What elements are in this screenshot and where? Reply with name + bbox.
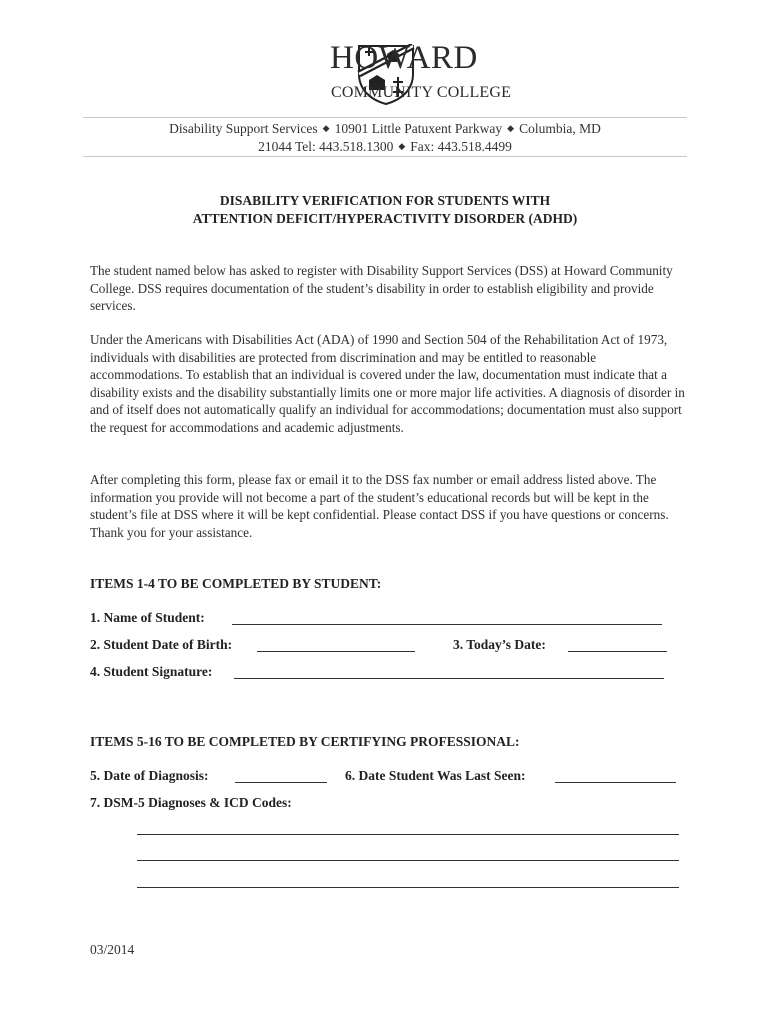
contact-line-2 bbox=[83, 139, 687, 155]
last-seen-field[interactable] bbox=[555, 782, 676, 783]
document-title bbox=[83, 192, 687, 228]
office-name: Disability Support Services bbox=[169, 121, 318, 136]
dsm-codes-line-1[interactable] bbox=[137, 834, 679, 835]
professional-section-heading: ITEMS 5-16 TO BE COMPLETED BY CERTIFYING PROFESSIONAL: bbox=[90, 734, 520, 749]
todays-date-label: 3. Today’s Date: bbox=[453, 637, 546, 652]
title-line-2: ATTENTION DEFICIT/HYPERACTIVITY DISORDER (ADHD) bbox=[192, 211, 578, 226]
city-state: Columbia, MD bbox=[519, 121, 601, 136]
student-section-heading: ITEMS 1-4 TO BE COMPLETED BY STUDENT: bbox=[90, 576, 382, 591]
last-seen-label: 6. Date Student Was Last Seen: bbox=[345, 768, 526, 783]
contact-line-1 bbox=[83, 121, 687, 137]
street-address: 10901 Little Patuxent Parkway bbox=[334, 121, 503, 136]
diamond-separator-icon: ◆ bbox=[322, 123, 330, 133]
logo-subtitle: COMMUNITY COLLEGE bbox=[331, 84, 512, 101]
header-bottom-divider bbox=[83, 156, 687, 157]
student-dob-field[interactable] bbox=[257, 651, 415, 652]
diagnosis-date-label: 5. Date of Diagnosis: bbox=[90, 768, 209, 783]
ada-paragraph: Under the Americans with Disabilities Act (ADA) of 1990 and Section 504 of the Rehabilitation Act of 1973, individuals with disabilities are protected from discrimination and may be entitled to reasonable accommodations. To establish that an individual is covered under the law, documentation must indicate that a disability exists and the disability substantially limits one or more major life activities. A diagnosis of disorder in and of itself does not automatically qualify an individual for accommodations; documentation must also support the request for accommodations and academic adjustments. bbox=[90, 332, 685, 435]
diagnosis-date-field[interactable] bbox=[235, 782, 327, 783]
instructions-paragraph: After completing this form, please fax or email it to the DSS fax number or email address listed above. The information you provide will not become a part of the student’s educational records but will be kept in the student’s file at DSS where it will be kept confidential. Please contact DSS if you have questions or concerns. Thank you for your assistance. bbox=[90, 472, 669, 540]
intro-paragraph: The student named below has asked to register with Disability Support Services (DSS) at Howard Community College. DSS requires documentation of the student’s disability in order to establish eligibility and provide services. bbox=[90, 263, 673, 314]
dsm-codes-line-3[interactable] bbox=[137, 887, 679, 888]
student-signature-label: 4. Student Signature: bbox=[90, 664, 213, 679]
fax-number: Fax: 443.518.4499 bbox=[410, 139, 512, 154]
diamond-separator-icon: ◆ bbox=[398, 141, 406, 151]
dsm-codes-label: 7. DSM-5 Diagnoses & ICD Codes: bbox=[90, 795, 292, 810]
dsm-codes-line-2[interactable] bbox=[137, 860, 679, 861]
title-line-1: DISABILITY VERIFICATION FOR STUDENTS WITH bbox=[219, 193, 551, 208]
student-dob-label: 2. Student Date of Birth: bbox=[90, 637, 233, 652]
todays-date-field[interactable] bbox=[568, 651, 667, 652]
student-signature-field[interactable] bbox=[234, 678, 664, 679]
zip-telephone: 21044 Tel: 443.518.1300 bbox=[258, 139, 394, 154]
student-name-field[interactable] bbox=[232, 624, 662, 625]
logo-wordmark: HOWARD bbox=[330, 40, 478, 76]
header-top-divider bbox=[83, 117, 687, 118]
student-name-label: 1. Name of Student: bbox=[90, 610, 205, 625]
revision-date: 03/2014 bbox=[90, 942, 135, 957]
diamond-separator-icon: ◆ bbox=[507, 123, 515, 133]
